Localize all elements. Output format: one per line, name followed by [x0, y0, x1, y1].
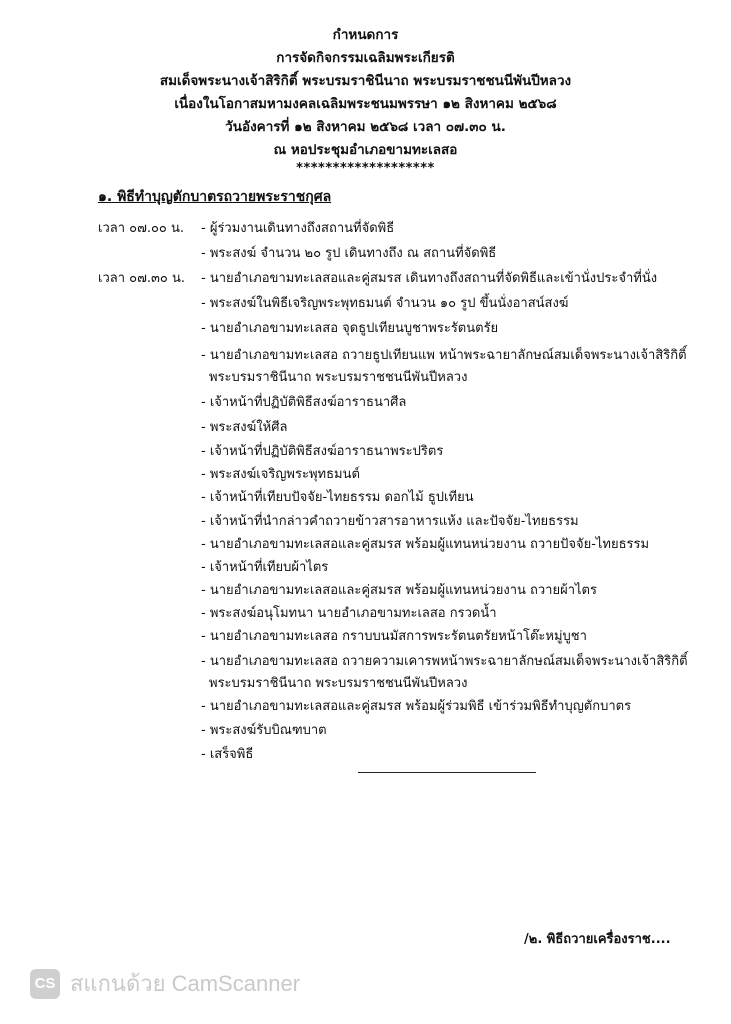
schedule-item: - พระสงฆ์ในพิธีเจริญพระพุทธมนต์ จำนวน ๑๐ รูป ขึ้นนั่งอาสน์สงฆ์: [201, 296, 569, 311]
schedule-item-continuation: พระบรมราชินีนาถ พระบรมราชชนนีพันปีหลวง: [209, 676, 468, 691]
schedule-item: - นายอำเภอขามทะเลสอ ถวายความเคารพหน้าพระฉายาลักษณ์สมเด็จพระนางเจ้าสิริกิติ์: [201, 654, 688, 669]
schedule-item: - นายอำเภอขามทะเลสอ กราบบนมัสการพระรัตนตรัยหน้าโต๊ะหมู่บูชา: [201, 629, 587, 644]
schedule-item: - พระสงฆ์ให้ศีล: [201, 420, 288, 435]
section-title: ๑. พิธีทำบุญตักบาตรถวายพระราชกุศล: [98, 189, 332, 205]
header-event: การจัดกิจกรรมเฉลิมพระเกียรติ: [276, 50, 455, 66]
schedule-item-continuation: พระบรมราชินีนาถ พระบรมราชชนนีพันปีหลวง: [209, 370, 468, 385]
schedule-item: - นายอำเภอขามทะเลสอและคู่สมรส พร้อมผู้แทนหน่วยงาน ถวายปัจจัย-ไทยธรรม: [201, 537, 650, 552]
header-venue: ณ หอประชุมอำเภอขามทะเลสอ: [273, 142, 458, 158]
header-datetime: วันอังคารที่ ๑๒ สิงหาคม ๒๕๖๘ เวลา ๐๗.๓๐ น.: [225, 119, 506, 135]
schedule-item: - ผู้ร่วมงานเดินทางถึงสถานที่จัดพิธี: [201, 221, 395, 236]
schedule-item: - เจ้าหน้าที่นำกล่าวคำถวายข้าวสารอาหารแห้ง และปัจจัย-ไทยธรรม: [201, 514, 579, 529]
schedule-item: - เสร็จพิธี: [201, 747, 254, 762]
schedule-item: - นายอำเภอขามทะเลสอและคู่สมรส เดินทางถึงสถานที่จัดพิธีและเข้านั่งประจำที่นั่ง: [201, 271, 658, 286]
camscanner-watermark: [30, 966, 300, 1001]
schedule-item: - นายอำเภอขามทะเลสอ ถวายธูปเทียนแพ หน้าพระฉายาลักษณ์สมเด็จพระนางเจ้าสิริกิติ์: [201, 348, 687, 363]
schedule-time: เวลา ๐๗.๐๐ น.: [98, 221, 185, 236]
end-rule-divider: [358, 772, 536, 773]
schedule-item: - เจ้าหน้าที่เทียบปัจจัย-ไทยธรรม ดอกไม้ ธูปเทียน: [201, 490, 474, 505]
schedule-item: - นายอำเภอขามทะเลสอและคู่สมรส พร้อมผู้แทนหน่วยงาน ถวายผ้าไตร: [201, 583, 597, 598]
schedule-item: - นายอำเภอขามทะเลสอ จุดธูปเทียนบูชาพระรัตนตรัย: [201, 321, 499, 336]
schedule-item: - พระสงฆ์รับบิณฑบาต: [201, 723, 327, 738]
schedule-item: - พระสงฆ์เจริญพระพุทธมนต์: [201, 467, 360, 482]
header-title: กำหนดการ: [332, 27, 399, 43]
schedule-item: - พระสงฆ์อนุโมทนา นายอำเภอขามทะเลสอ กรวดน้ำ: [201, 606, 497, 621]
header-occasion: เนื่องในโอกาสมหามงคลเฉลิมพระชนมพรรษา ๑๒ สิงหาคม ๒๕๖๘: [174, 96, 557, 112]
schedule-item: - พระสงฆ์ จำนวน ๒๐ รูป เดินทางถึง ณ สถานที่จัดพิธี: [201, 246, 497, 261]
watermark-text: สแกนด้วย CamScanner: [70, 971, 301, 996]
schedule-item: - เจ้าหน้าที่ปฏิบัติพิธีสงฆ์อาราธนาพระปริตร: [201, 444, 444, 459]
schedule-item: - นายอำเภอขามทะเลสอและคู่สมรส พร้อมผู้ร่วมพิธี เข้าร่วมพิธีทำบุญตักบาตร: [201, 699, 632, 714]
header-star-divider: *******************: [296, 161, 435, 176]
schedule-item: - เจ้าหน้าที่ปฏิบัติพิธีสงฆ์อาราธนาศีล: [201, 395, 407, 410]
next-page-reference: /๒. พิธีถวายเครื่องราช....: [524, 932, 671, 947]
camscanner-logo-icon: CS: [30, 969, 60, 999]
schedule-time: เวลา ๐๗.๓๐ น.: [98, 271, 185, 286]
schedule-item: - เจ้าหน้าที่เทียบผ้าไตร: [201, 560, 329, 575]
header-honoree: สมเด็จพระนางเจ้าสิริกิติ์ พระบรมราชินีนาถ พระบรมราชชนนีพันปีหลวง: [159, 73, 572, 89]
document-header: [0, 24, 731, 176]
